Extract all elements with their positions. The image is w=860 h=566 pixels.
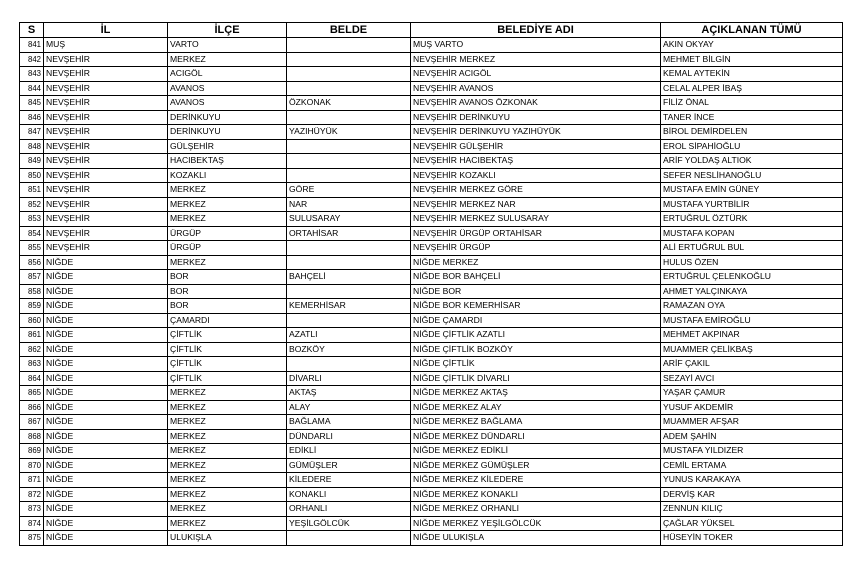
cell-belde: KİLEDERE bbox=[287, 473, 411, 488]
cell-il: NEVŞEHİR bbox=[44, 241, 168, 256]
cell-ilce: ACIGÖL bbox=[168, 67, 287, 82]
cell-belde bbox=[287, 313, 411, 328]
cell-sira: 859 bbox=[20, 299, 44, 314]
cell-sira: 862 bbox=[20, 342, 44, 357]
cell-sira: 854 bbox=[20, 226, 44, 241]
cell-sira: 863 bbox=[20, 357, 44, 372]
cell-il: NEVŞEHİR bbox=[44, 154, 168, 169]
cell-sira: 860 bbox=[20, 313, 44, 328]
cell-aday: MUAMMER AFŞAR bbox=[661, 415, 843, 430]
cell-belde: BAHÇELİ bbox=[287, 270, 411, 285]
cell-aday: MUAMMER ÇELİKBAŞ bbox=[661, 342, 843, 357]
cell-belediye-adi: NİĞDE MERKEZ ORHANLI bbox=[411, 502, 661, 517]
cell-aday: TANER İNCE bbox=[661, 110, 843, 125]
cell-aday: YAŞAR ÇAMUR bbox=[661, 386, 843, 401]
cell-belde: GÜMÜŞLER bbox=[287, 458, 411, 473]
cell-belde: NAR bbox=[287, 197, 411, 212]
cell-ilce: MERKEZ bbox=[168, 52, 287, 67]
cell-ilce: MERKEZ bbox=[168, 415, 287, 430]
cell-belediye-adi: NEVŞEHİR MERKEZ NAR bbox=[411, 197, 661, 212]
table-row bbox=[20, 400, 843, 415]
header-row bbox=[20, 23, 843, 38]
cell-ilce: ÜRGÜP bbox=[168, 226, 287, 241]
cell-ilce: MERKEZ bbox=[168, 429, 287, 444]
cell-belde bbox=[287, 67, 411, 82]
cell-aday: CELAL ALPER İBAŞ bbox=[661, 81, 843, 96]
cell-il: NEVŞEHİR bbox=[44, 226, 168, 241]
cell-ilce: MERKEZ bbox=[168, 386, 287, 401]
cell-belediye-adi: NEVŞEHİR HACIBEKTAŞ bbox=[411, 154, 661, 169]
cell-belde bbox=[287, 255, 411, 270]
cell-ilce: MERKEZ bbox=[168, 458, 287, 473]
table-row bbox=[20, 110, 843, 125]
cell-sira: 853 bbox=[20, 212, 44, 227]
cell-belediye-adi: NEVŞEHİR DERİNKUYU bbox=[411, 110, 661, 125]
table-row bbox=[20, 473, 843, 488]
table-row bbox=[20, 52, 843, 67]
cell-il: NEVŞEHİR bbox=[44, 168, 168, 183]
cell-ilce: ÇİFTLİK bbox=[168, 328, 287, 343]
table-row bbox=[20, 284, 843, 299]
table-row bbox=[20, 168, 843, 183]
cell-belde: YEŞİLGÖLCÜK bbox=[287, 516, 411, 531]
cell-sira: 864 bbox=[20, 371, 44, 386]
cell-ilce: MERKEZ bbox=[168, 516, 287, 531]
cell-sira: 867 bbox=[20, 415, 44, 430]
cell-aday: AKIN OKYAY bbox=[661, 38, 843, 53]
cell-sira: 845 bbox=[20, 96, 44, 111]
cell-belediye-adi: NİĞDE BOR KEMERHİSAR bbox=[411, 299, 661, 314]
cell-belediye-adi: NİĞDE MERKEZ DÜNDARLI bbox=[411, 429, 661, 444]
cell-sira: 872 bbox=[20, 487, 44, 502]
cell-aday: YUSUF AKDEMİR bbox=[661, 400, 843, 415]
cell-sira: 847 bbox=[20, 125, 44, 140]
cell-ilce: MERKEZ bbox=[168, 473, 287, 488]
cell-ilce: GÜLŞEHİR bbox=[168, 139, 287, 154]
cell-belde: BOZKÖY bbox=[287, 342, 411, 357]
cell-sira: 858 bbox=[20, 284, 44, 299]
cell-ilce: AVANOS bbox=[168, 81, 287, 96]
cell-belde: AZATLI bbox=[287, 328, 411, 343]
cell-belediye-adi: NİĞDE ÇİFTLİK BOZKÖY bbox=[411, 342, 661, 357]
cell-belde: KONAKLI bbox=[287, 487, 411, 502]
column-header-belde: BELDE bbox=[287, 23, 411, 38]
cell-aday: MUSTAFA EMİROĞLU bbox=[661, 313, 843, 328]
cell-sira: 852 bbox=[20, 197, 44, 212]
table-row bbox=[20, 458, 843, 473]
cell-il: NİĞDE bbox=[44, 458, 168, 473]
cell-belediye-adi: NEVŞEHİR GÜLŞEHİR bbox=[411, 139, 661, 154]
table-row bbox=[20, 313, 843, 328]
cell-ilce: VARTO bbox=[168, 38, 287, 53]
cell-il: NEVŞEHİR bbox=[44, 96, 168, 111]
cell-aday: ARİF ÇAKIL bbox=[661, 357, 843, 372]
table-row bbox=[20, 154, 843, 169]
cell-belde: ORTAHİSAR bbox=[287, 226, 411, 241]
table-row bbox=[20, 226, 843, 241]
cell-belde bbox=[287, 531, 411, 546]
cell-aday: ALİ ERTUĞRUL BUL bbox=[661, 241, 843, 256]
column-header-il: İL bbox=[44, 23, 168, 38]
cell-ilce: ÇİFTLİK bbox=[168, 357, 287, 372]
cell-sira: 856 bbox=[20, 255, 44, 270]
table-row bbox=[20, 212, 843, 227]
cell-il: NEVŞEHİR bbox=[44, 67, 168, 82]
cell-belde: ORHANLI bbox=[287, 502, 411, 517]
cell-belde bbox=[287, 81, 411, 96]
cell-aday: ARİF YOLDAŞ ALTIOK bbox=[661, 154, 843, 169]
cell-belediye-adi: NİĞDE MERKEZ AKTAŞ bbox=[411, 386, 661, 401]
cell-aday: MUSTAFA YILDIZER bbox=[661, 444, 843, 459]
cell-belediye-adi: NEVŞEHİR MERKEZ SULUSARAY bbox=[411, 212, 661, 227]
cell-ilce: MERKEZ bbox=[168, 183, 287, 198]
cell-aday: MUSTAFA KOPAN bbox=[661, 226, 843, 241]
cell-belediye-adi: NİĞDE MERKEZ KİLEDERE bbox=[411, 473, 661, 488]
cell-il: NEVŞEHİR bbox=[44, 110, 168, 125]
cell-belde: ALAY bbox=[287, 400, 411, 415]
cell-belde: EDİKLİ bbox=[287, 444, 411, 459]
cell-ilce: MERKEZ bbox=[168, 197, 287, 212]
cell-sira: 848 bbox=[20, 139, 44, 154]
cell-aday: DERVİŞ KAR bbox=[661, 487, 843, 502]
table-row bbox=[20, 38, 843, 53]
cell-sira: 844 bbox=[20, 81, 44, 96]
cell-sira: 871 bbox=[20, 473, 44, 488]
cell-aday: MEHMET AKPINAR bbox=[661, 328, 843, 343]
column-header-belediye-adi: BELEDİYE ADI bbox=[411, 23, 661, 38]
cell-aday: YUNUS KARAKAYA bbox=[661, 473, 843, 488]
cell-il: MUŞ bbox=[44, 38, 168, 53]
cell-sira: 868 bbox=[20, 429, 44, 444]
cell-belde: GÖRE bbox=[287, 183, 411, 198]
cell-ilce: KOZAKLI bbox=[168, 168, 287, 183]
table-row bbox=[20, 429, 843, 444]
table-row bbox=[20, 241, 843, 256]
cell-belediye-adi: NİĞDE ÇİFTLİK DİVARLI bbox=[411, 371, 661, 386]
cell-belediye-adi: NİĞDE MERKEZ KONAKLI bbox=[411, 487, 661, 502]
table-row bbox=[20, 502, 843, 517]
cell-ilce: MERKEZ bbox=[168, 444, 287, 459]
cell-sira: 861 bbox=[20, 328, 44, 343]
cell-belde: ÖZKONAK bbox=[287, 96, 411, 111]
cell-ilce: DERİNKUYU bbox=[168, 125, 287, 140]
cell-sira: 849 bbox=[20, 154, 44, 169]
cell-belediye-adi: NEVŞEHİR ÜRGÜP ORTAHİSAR bbox=[411, 226, 661, 241]
cell-belediye-adi: NİĞDE BOR bbox=[411, 284, 661, 299]
cell-aday: ERTUĞRUL ÇELENKOĞLU bbox=[661, 270, 843, 285]
cell-il: NİĞDE bbox=[44, 444, 168, 459]
cell-il: NİĞDE bbox=[44, 313, 168, 328]
cell-aday: MUSTAFA YURTBİLİR bbox=[661, 197, 843, 212]
cell-il: NİĞDE bbox=[44, 284, 168, 299]
cell-belde bbox=[287, 241, 411, 256]
cell-aday: ZENNUN KILIÇ bbox=[661, 502, 843, 517]
cell-belde: DÜNDARLI bbox=[287, 429, 411, 444]
cell-sira: 843 bbox=[20, 67, 44, 82]
cell-aday: FİLİZ ÖNAL bbox=[661, 96, 843, 111]
cell-il: NEVŞEHİR bbox=[44, 183, 168, 198]
cell-aday: ADEM ŞAHİN bbox=[661, 429, 843, 444]
cell-aday: ERTUĞRUL ÖZTÜRK bbox=[661, 212, 843, 227]
cell-sira: 865 bbox=[20, 386, 44, 401]
table-row bbox=[20, 328, 843, 343]
table-row bbox=[20, 67, 843, 82]
cell-aday: AHMET YALÇINKAYA bbox=[661, 284, 843, 299]
cell-ilce: BOR bbox=[168, 284, 287, 299]
cell-il: NEVŞEHİR bbox=[44, 197, 168, 212]
cell-ilce: MERKEZ bbox=[168, 502, 287, 517]
cell-belediye-adi: MUŞ VARTO bbox=[411, 38, 661, 53]
cell-belediye-adi: NİĞDE MERKEZ ALAY bbox=[411, 400, 661, 415]
table-row bbox=[20, 386, 843, 401]
cell-belediye-adi: NEVŞEHİR ÜRGÜP bbox=[411, 241, 661, 256]
cell-belediye-adi: NİĞDE BOR BAHÇELİ bbox=[411, 270, 661, 285]
cell-belediye-adi: NEVŞEHİR AVANOS ÖZKONAK bbox=[411, 96, 661, 111]
cell-il: NEVŞEHİR bbox=[44, 52, 168, 67]
table-body bbox=[20, 38, 843, 546]
cell-sira: 875 bbox=[20, 531, 44, 546]
table-row bbox=[20, 270, 843, 285]
cell-aday: ÇAĞLAR YÜKSEL bbox=[661, 516, 843, 531]
cell-il: NİĞDE bbox=[44, 516, 168, 531]
table-row bbox=[20, 415, 843, 430]
table-row bbox=[20, 531, 843, 546]
cell-belde bbox=[287, 284, 411, 299]
cell-sira: 870 bbox=[20, 458, 44, 473]
cell-il: NİĞDE bbox=[44, 342, 168, 357]
cell-il: NEVŞEHİR bbox=[44, 125, 168, 140]
cell-aday: EROL SİPAHİOĞLU bbox=[661, 139, 843, 154]
cell-sira: 850 bbox=[20, 168, 44, 183]
cell-belediye-adi: NİĞDE ÇİFTLİK AZATLI bbox=[411, 328, 661, 343]
cell-ilce: MERKEZ bbox=[168, 487, 287, 502]
cell-sira: 857 bbox=[20, 270, 44, 285]
cell-sira: 869 bbox=[20, 444, 44, 459]
cell-aday: RAMAZAN OYA bbox=[661, 299, 843, 314]
cell-ilce: MERKEZ bbox=[168, 255, 287, 270]
cell-il: NİĞDE bbox=[44, 255, 168, 270]
column-header-aciklanan: AÇIKLANAN TÜMÜ bbox=[661, 23, 843, 38]
cell-sira: 855 bbox=[20, 241, 44, 256]
cell-ilce: ULUKIŞLA bbox=[168, 531, 287, 546]
cell-belediye-adi: NİĞDE ÇİFTLİK bbox=[411, 357, 661, 372]
cell-belde: BAĞLAMA bbox=[287, 415, 411, 430]
cell-belediye-adi: NEVŞEHİR MERKEZ GÖRE bbox=[411, 183, 661, 198]
cell-ilce: HACIBEKTAŞ bbox=[168, 154, 287, 169]
cell-ilce: ÇİFTLİK bbox=[168, 342, 287, 357]
cell-sira: 846 bbox=[20, 110, 44, 125]
cell-il: NİĞDE bbox=[44, 415, 168, 430]
cell-belediye-adi: NİĞDE MERKEZ BAĞLAMA bbox=[411, 415, 661, 430]
cell-sira: 873 bbox=[20, 502, 44, 517]
cell-ilce: MERKEZ bbox=[168, 400, 287, 415]
cell-belediye-adi: NİĞDE MERKEZ GÜMÜŞLER bbox=[411, 458, 661, 473]
cell-belediye-adi: NİĞDE ÇAMARDI bbox=[411, 313, 661, 328]
cell-belde: DİVARLI bbox=[287, 371, 411, 386]
cell-ilce: MERKEZ bbox=[168, 212, 287, 227]
cell-il: NİĞDE bbox=[44, 270, 168, 285]
table-row bbox=[20, 444, 843, 459]
cell-ilce: ÇİFTLİK bbox=[168, 371, 287, 386]
cell-aday: CEMİL ERTAMA bbox=[661, 458, 843, 473]
cell-sira: 874 bbox=[20, 516, 44, 531]
cell-aday: HULUS ÖZEN bbox=[661, 255, 843, 270]
cell-belediye-adi: NEVŞEHİR KOZAKLI bbox=[411, 168, 661, 183]
cell-aday: HÜSEYİN TOKER bbox=[661, 531, 843, 546]
table-row bbox=[20, 81, 843, 96]
table-row bbox=[20, 255, 843, 270]
cell-aday: SEZAYİ AVCI bbox=[661, 371, 843, 386]
cell-il: NİĞDE bbox=[44, 502, 168, 517]
cell-il: NEVŞEHİR bbox=[44, 139, 168, 154]
cell-belde bbox=[287, 110, 411, 125]
table-row bbox=[20, 125, 843, 140]
cell-aday: MUSTAFA EMİN GÜNEY bbox=[661, 183, 843, 198]
table-row bbox=[20, 342, 843, 357]
cell-il: NEVŞEHİR bbox=[44, 81, 168, 96]
cell-ilce: AVANOS bbox=[168, 96, 287, 111]
cell-sira: 866 bbox=[20, 400, 44, 415]
cell-il: NİĞDE bbox=[44, 357, 168, 372]
cell-belde bbox=[287, 38, 411, 53]
cell-aday: MEHMET BİLGİN bbox=[661, 52, 843, 67]
cell-belediye-adi: NEVŞEHİR AVANOS bbox=[411, 81, 661, 96]
table-row bbox=[20, 516, 843, 531]
cell-ilce: BOR bbox=[168, 299, 287, 314]
cell-belde bbox=[287, 168, 411, 183]
table-row bbox=[20, 357, 843, 372]
cell-belde bbox=[287, 139, 411, 154]
cell-il: NİĞDE bbox=[44, 531, 168, 546]
cell-sira: 842 bbox=[20, 52, 44, 67]
cell-belde: SULUSARAY bbox=[287, 212, 411, 227]
cell-belediye-adi: NİĞDE MERKEZ EDİKLİ bbox=[411, 444, 661, 459]
cell-belediye-adi: NEVŞEHİR ACIGÖL bbox=[411, 67, 661, 82]
cell-il: NİĞDE bbox=[44, 487, 168, 502]
column-header-ilce: İLÇE bbox=[168, 23, 287, 38]
cell-belediye-adi: NİĞDE MERKEZ bbox=[411, 255, 661, 270]
cell-il: NİĞDE bbox=[44, 429, 168, 444]
cell-sira: 851 bbox=[20, 183, 44, 198]
cell-belediye-adi: NEVŞEHİR MERKEZ bbox=[411, 52, 661, 67]
table-row bbox=[20, 96, 843, 111]
table-row bbox=[20, 371, 843, 386]
cell-aday: KEMAL AYTEKİN bbox=[661, 67, 843, 82]
cell-belde: AKTAŞ bbox=[287, 386, 411, 401]
cell-il: NİĞDE bbox=[44, 371, 168, 386]
cell-ilce: DERİNKUYU bbox=[168, 110, 287, 125]
cell-belde bbox=[287, 154, 411, 169]
table-row bbox=[20, 197, 843, 212]
cell-il: NİĞDE bbox=[44, 473, 168, 488]
cell-ilce: ÜRGÜP bbox=[168, 241, 287, 256]
cell-belde: YAZIHÜYÜK bbox=[287, 125, 411, 140]
cell-il: NİĞDE bbox=[44, 328, 168, 343]
cell-belediye-adi: NİĞDE MERKEZ YEŞİLGÖLCÜK bbox=[411, 516, 661, 531]
cell-belde: KEMERHİSAR bbox=[287, 299, 411, 314]
cell-sira: 841 bbox=[20, 38, 44, 53]
table-row bbox=[20, 299, 843, 314]
table-row bbox=[20, 183, 843, 198]
results-table bbox=[19, 22, 843, 546]
cell-il: NİĞDE bbox=[44, 386, 168, 401]
cell-ilce: BOR bbox=[168, 270, 287, 285]
cell-il: NEVŞEHİR bbox=[44, 212, 168, 227]
cell-il: NİĞDE bbox=[44, 400, 168, 415]
table-row bbox=[20, 139, 843, 154]
cell-belde bbox=[287, 52, 411, 67]
cell-aday: BİROL DEMİRDELEN bbox=[661, 125, 843, 140]
cell-belde bbox=[287, 357, 411, 372]
table-row bbox=[20, 487, 843, 502]
cell-belediye-adi: NİĞDE ULUKIŞLA bbox=[411, 531, 661, 546]
column-header-s: S bbox=[20, 23, 44, 38]
cell-il: NİĞDE bbox=[44, 299, 168, 314]
cell-aday: SEFER NESLİHANOĞLU bbox=[661, 168, 843, 183]
cell-belediye-adi: NEVŞEHİR DERİNKUYU YAZIHÜYÜK bbox=[411, 125, 661, 140]
cell-ilce: ÇAMARDI bbox=[168, 313, 287, 328]
